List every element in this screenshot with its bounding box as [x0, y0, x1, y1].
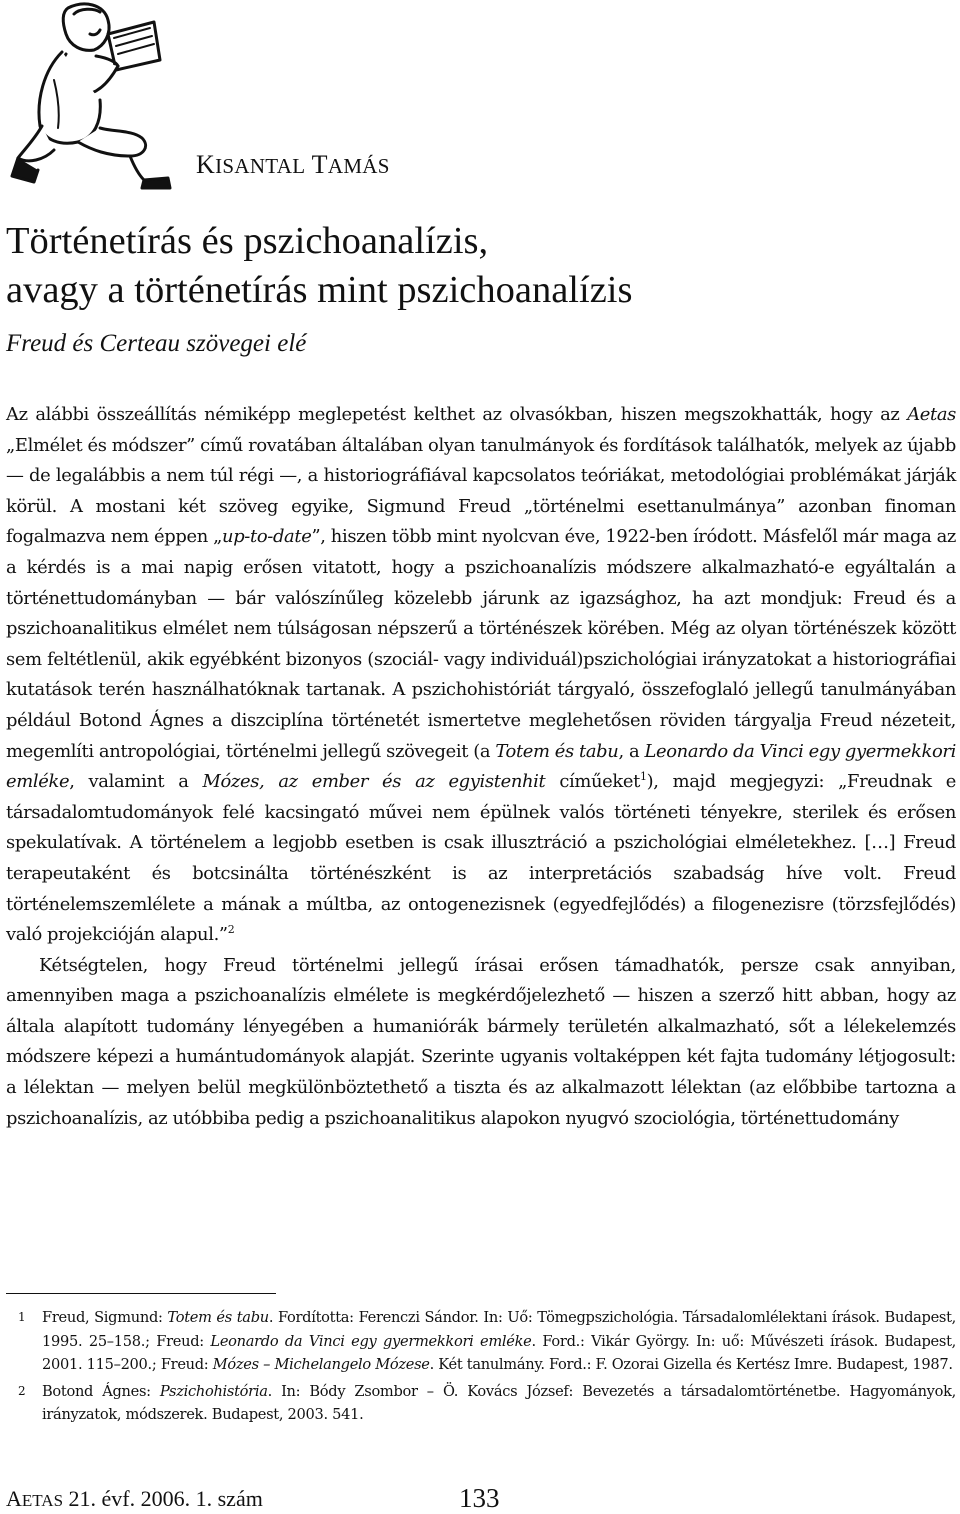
author-name: KISANTAL TAMÁS — [196, 150, 390, 179]
footnote-divider — [6, 1293, 276, 1294]
title-line: Történetírás és pszichoanalízis, — [6, 220, 489, 262]
title-line: avagy a történetírás mint pszichoanalízis — [6, 269, 633, 311]
footnote-number: 2 — [18, 1383, 26, 1398]
article-subtitle: Freud és Certeau szövegei elé — [6, 330, 307, 357]
footnote: 1 Freud, Sigmund: Totem és tabu. Fordította: Ferenczi Sándor. In: Uő: Tömegpszichológia. Társadalomlélektani írások. Budapest, 1995. 25–158.; Freud: Leonardo da Vinci egy gyermekkori emléke. Ford.: Vikár György. In: uő: Művészeti írások. Budapest, 2001. 115–200.; Freud: Mózes – Michelangelo Mózese. Két tanulmány. Ford.: F. Ozorai Gizella és Kertész Imre. Budapest, 1987. — [6, 1306, 956, 1377]
reading-figure-icon — [4, 0, 188, 190]
footnotes — [6, 1306, 956, 1430]
footnote-number: 1 — [18, 1310, 26, 1324]
footnote: 2 Botond Ágnes: Pszichohistória. In: Bódy Zsombor – Ö. Kovács József: Bevezetés a társadalomtörténetbe. Hagyományok, irányzatok, módszerek. Budapest, 2003. 541. — [6, 1380, 956, 1427]
page-number: 133 — [459, 1483, 500, 1513]
footnote-ref[interactable]: 1 — [640, 770, 647, 784]
article-body — [6, 400, 956, 1134]
journal-info: AETAS 21. évf. 2006. 1. szám — [6, 1486, 263, 1511]
footnote-ref[interactable]: 2 — [227, 923, 235, 937]
paragraph: Kétségtelen, hogy Freud történelmi jellegű írásai erősen támadhatók, persze csak annyiban, amennyiben maga a pszichoanalízis elmélete is megkérdőjelezhető — hiszen a szerző hitt abban, hogy az általa alapított tudomány lényegében a humaniórák bármely területén alkalmazható, sőt a lélekelemzés módszere képezi a humántudományok alapját. Szerinte ugyanis voltaképpen két fajta tudomány létjogosult: a lélektan — melyen belül megkülönböztethető a tiszta és az alkalmazott lélektan (az előbbibe tartozna a pszichoanalízis, az utóbbiba pedig a pszichoanalitikus alapokon nyugvó szociológia, történettudomány — [6, 954, 956, 1129]
paragraph: Az alábbi összeállítás némiképp meglepetést kelthet az olvasókban, hiszen megszokhatták, hogy az Aetas „Elmélet és módszer” című rovatában általában olyan tanulmányok és fordítások találhatók, melyek az újabb — de legalábbis a nem túl régi —, a historiográfiával kapcsolatos teóriákat, metodológiai problémákat járják körül. A mostani két szöveg egyike, Sigmund Freud „történelmi esettanulmánya” azonban finoman fogalmazva nem éppen „up-to-date”, hiszen több mint nyolcvan éve, 1922-ben íródott. Másfelől már maga az a kérdés is a mai napig erősen vitatott, hogy a pszichoanalízis módszere alkalmazható-e egyáltalán a történettudományban — bár valószínűleg közelebb járunk az igazsághoz, ha azt mondjuk: Freud és a pszichoanalitikus elmélet nem túlságosan népszerű a történészek körében. Még az olyan történészek között sem feltétlenül, akik egyébként bizonyos (szociál- vagy individuál)pszichológiai irányzatokat a historiográfiai kutatások terén használhatóknak tartanak. A pszichohistóriát tárgyaló, összefoglaló jellegű tanulmányában például Botond Ágnes a diszciplína történetét ismertetve meglehetősen röviden tárgyalja Freud nézeteit, megemlíti antropológiai, történelmi jellegű szövegeit (a Totem és tabu, a Leonardo da Vinci egy gyermekkori emléke, valamint a Mózes, az ember és az egyistenhit címűeket$^1$), majd megjegyzi: „Freudnak e társadalomtudományok felé kacsingató művei nem épülnek valós történeti tényekre, sterilek és erősen spekulatívak. A történelem a legjobb esetben is csak illusztráció a pszichológiai elméletekhez. […] Freud terapeutaként és botcsinálta történészként is az interpretációs szabadság híve volt. Freud történelemszemlélete a mának a múltba, az ontogenezisnek (egyedfejlődés) a filogenezisre (törzsfejlődés) való projekcióján alapul.”$^2$ — [6, 404, 956, 946]
article-title — [6, 217, 946, 315]
page-footer — [6, 1480, 956, 1511]
